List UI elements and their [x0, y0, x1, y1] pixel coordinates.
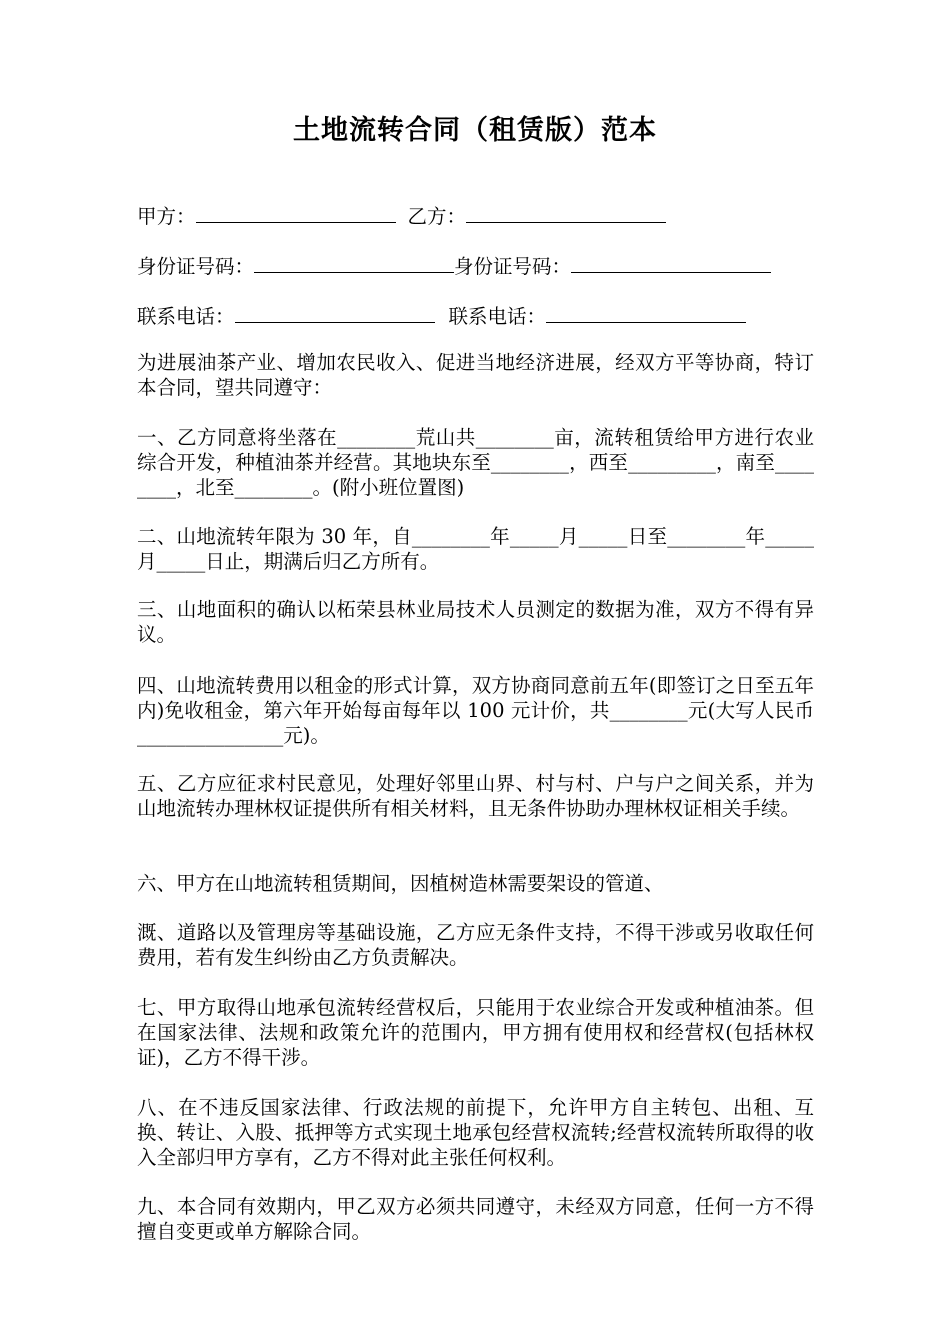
clause-6-part-2: 溉、道路以及管理房等基础设施，乙方应无条件支持，不得干涉或另收取任何费用，若有发生纠纷由乙方负责解决。	[137, 921, 814, 969]
party-b-label: 乙方：	[407, 205, 467, 228]
id-a-label: 身份证号码：	[137, 255, 255, 278]
clause-5: 五、乙方应征求村民意见，处理好邻里山界、村与村、户与户之间关系，并为山地流转办理林权证提供所有相关材料，且无条件协助办理林权证相关手续。	[137, 772, 814, 820]
phone-b-blank	[546, 304, 746, 323]
document-title: 土地流转合同（租赁版）范本	[293, 115, 657, 146]
phone-a-label: 联系电话：	[137, 305, 235, 328]
clause-6-part-1: 六、甲方在山地流转租赁期间，因植树造林需要架设的管道、	[137, 872, 664, 895]
phone-a-blank	[235, 304, 435, 323]
clause-4: 四、山地流转费用以租金的形式计算，双方协商同意前五年(即签订之日至五年内)免收租金，第六年开始每亩每年以 100 元计价，共________元(大写人民币_______________元)。	[137, 674, 814, 747]
party-a-label: 甲方：	[137, 205, 196, 228]
clause-8: 八、在不违反国家法律、行政法规的前提下，允许甲方自主转包、出租、互换、转让、入股、抵押等方式实现土地承包经营权流转;经营权流转所取得的收入全部归甲方享有，乙方不得对此主张任何权利。	[137, 1096, 814, 1169]
clause-1: 一、乙方同意将坐落在________荒山共________亩，流转租赁给甲方进行农业综合开发，种植油茶并经营。其地块东至________，西至_________，南至________，北至________。(附小班位置图)	[137, 426, 814, 499]
clause-7: 七、甲方取得山地承包流转经营权后，只能用于农业综合开发或种植油茶。但在国家法律、法规和政策允许的范围内，甲方拥有使用权和经营权(包括林权证)，乙方不得干涉。	[137, 996, 814, 1069]
id-a-blank	[254, 254, 454, 273]
id-b-label: 身份证号码：	[454, 255, 572, 278]
clause-9: 九、本合同有效期内，甲乙双方必须共同遵守，未经双方同意，任何一方不得擅自变更或单方解除合同。	[137, 1195, 814, 1243]
intro-paragraph: 为进展油茶产业、增加农民收入、促进当地经济进展，经双方平等协商，特订本合同，望共同遵守：	[137, 351, 814, 399]
party-line	[137, 201, 827, 229]
clause-3: 三、山地面积的确认以柘荣县林业局技术人员测定的数据为准，双方不得有异议。	[137, 598, 814, 646]
id-b-blank	[571, 254, 771, 273]
id-line	[137, 251, 827, 279]
phone-line	[137, 301, 827, 329]
clause-2: 二、山地流转年限为 30 年，自________年_____月_____日至________年_____月_____日止，期满后归乙方所有。	[137, 525, 814, 573]
phone-b-label: 联系电话：	[448, 305, 547, 328]
party-b-blank	[466, 204, 666, 223]
party-a-blank	[196, 204, 396, 223]
